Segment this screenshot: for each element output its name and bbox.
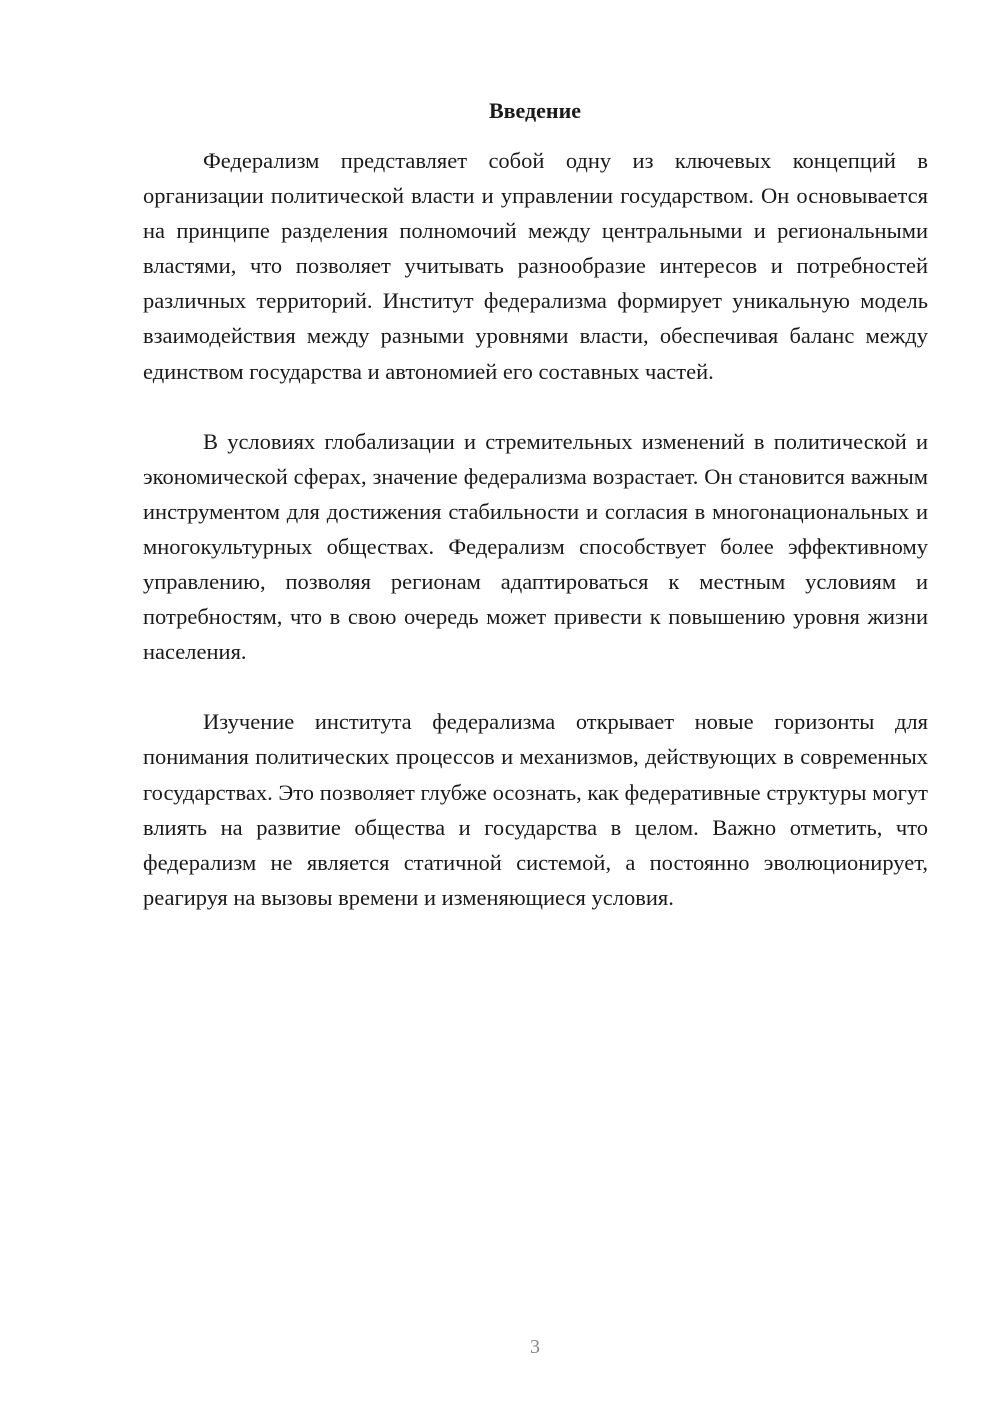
paragraph: Федерализм представляет собой одну из ключевых концепций в организации политической власти и управлении государством. Он основывается на принципе разделения полномочий между центральными и региональными властями, что позволяет учитывать разнообразие интересов и потребностей различных территорий. Институт федерализма формирует уникальную модель взаимодействия между разными уровнями власти, обеспечивая баланс между единством государства и автономией его составных частей.: [143, 148, 928, 384]
paragraph: Изучение института федерализма открывает новые горизонты для понимания политических процессов и механизмов, действующих в современных государствах. Это позволяет глубже осознать, как федеративные структуры могут влиять на развитие общества и государства в целом. Важно отметить, что федерализм не является статичной системой, а постоянно эволюционирует, реагируя на вызовы времени и изменяющиеся условия.: [143, 709, 928, 910]
page-title: Введение: [488, 98, 582, 123]
page-number: 3: [530, 1336, 540, 1358]
body-text: [143, 143, 928, 950]
paragraph: В условиях глобализации и стремительных изменений в политической и экономической сферах, значение федерализма возрастает. Он становится важным инструментом для достижения стабильности и согласия в многонациональных и многокультурных обществах. Федерализм способствует более эффективному управлению, позволяя регионам адаптироваться к местным условиям и потребностям, что в свою очередь может привести к повышению уровня жизни населения.: [143, 428, 928, 665]
